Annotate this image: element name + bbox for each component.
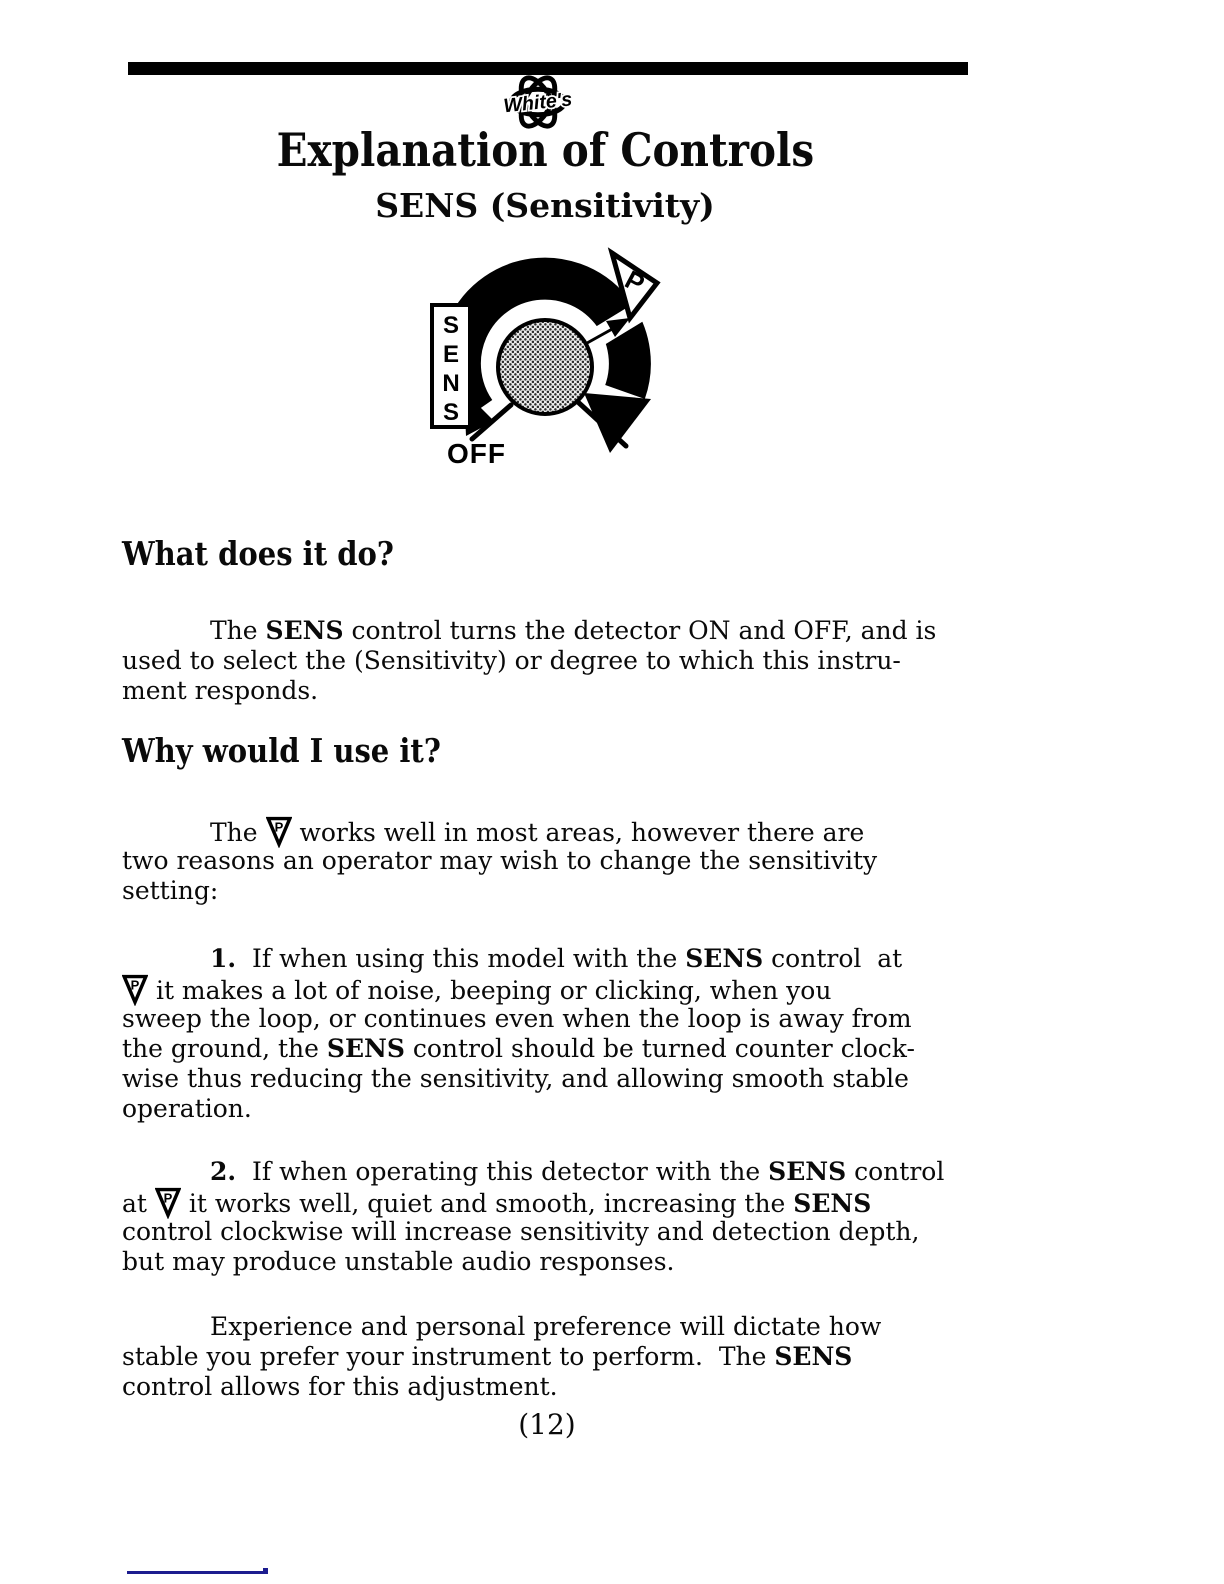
svg-text:S: S [442, 399, 460, 426]
paragraph-what-it-does [122, 616, 992, 706]
logo-text: White's [502, 88, 574, 118]
text-line: stable you prefer your instrument to perform. The SENS [122, 1342, 853, 1371]
text-line: at P it works well, quiet and smooth, increasing the SENS [122, 1189, 872, 1218]
paragraph-why-intro [122, 816, 992, 906]
p-pennant-icon [155, 1187, 181, 1219]
text-line: control allows for this adjustment. [122, 1372, 558, 1401]
text-line: P it makes a lot of noise, beeping or clicking, when you [122, 974, 992, 1004]
text-line: Experience and personal preference will dictate how [210, 1312, 882, 1341]
text-line: sweep the loop, or continues even when the loop is away from [122, 1004, 912, 1033]
text-line: wise thus reducing the sensitivity, and allowing smooth stable [122, 1064, 909, 1093]
scan-artifact-line [127, 1571, 268, 1574]
page-subtitle: SENS (Sensitivity) [375, 186, 715, 225]
svg-text:P: P [130, 977, 140, 993]
text-line: but may produce unstable audio responses. [122, 1247, 675, 1276]
text-line: The P works well in most areas, however there are [210, 818, 865, 847]
text-line: the ground, the SENS control should be turned counter clock- [122, 1034, 915, 1063]
text-line: control clockwise will increase sensitivity and detection depth, [122, 1217, 920, 1246]
text-line: 2. If when operating this detector with the SENS control [210, 1157, 945, 1186]
text-line: used to select the (Sensitivity) or degree to which this instru- [122, 646, 901, 675]
text-line: setting: [122, 876, 219, 905]
svg-text:P: P [620, 264, 650, 299]
svg-text:P: P [274, 819, 283, 835]
page-title: Explanation of Controls [276, 123, 814, 177]
p-pennant-icon [122, 974, 148, 1006]
sens-knob[interactable] [498, 320, 592, 414]
p-pennant-icon [266, 816, 292, 848]
text-line: operation. [122, 1094, 252, 1123]
svg-text:E: E [442, 341, 460, 368]
off-label: OFF [447, 438, 506, 469]
text-line: ment responds. [122, 676, 319, 705]
svg-text:P: P [163, 1190, 173, 1206]
text-line: two reasons an operator may wish to change the sensitivity [122, 846, 878, 875]
paragraph-reason-1 [122, 944, 992, 1124]
section-heading-what-does-it-do: What does it do? [122, 534, 394, 573]
svg-text:N: N [442, 370, 460, 397]
svg-text:S: S [442, 312, 460, 339]
sens-knob-diagram [414, 243, 670, 471]
section-heading-why-use-it: Why would I use it? [122, 731, 441, 770]
sens-label-box [432, 305, 470, 427]
text-line: The SENS control turns the detector ON and OFF, and is [210, 616, 937, 645]
text-line: 1. If when using this model with the SENS control at [210, 944, 903, 973]
paragraph-reason-2 [122, 1157, 992, 1277]
paragraph-experience [122, 1312, 992, 1402]
page-number: (12) [518, 1408, 576, 1441]
